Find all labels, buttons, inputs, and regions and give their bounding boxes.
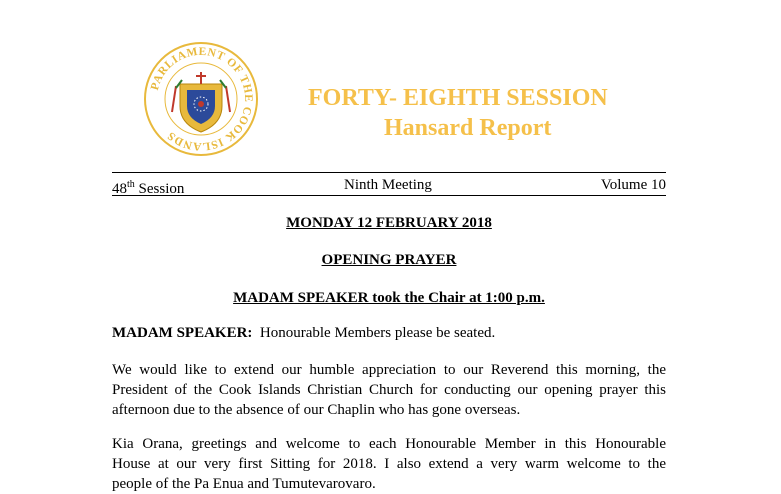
date-heading: MONDAY 12 FEBRUARY 2018: [286, 215, 492, 231]
paragraph-line: people of the Pa Enua and Tumutevarovaro.: [112, 476, 376, 492]
paragraph-line: President of the Cook Islands Christian Church for conducting our opening prayer this: [112, 382, 666, 398]
parliament-seal-logo: [142, 40, 260, 158]
paragraph-line: We would like to extend our humble appreciation to our Reverend this morning, the: [112, 362, 666, 378]
speaker-paragraph: [112, 323, 666, 343]
paragraph-1: [112, 360, 666, 420]
meta-row: [112, 175, 666, 195]
svg-text:PARLIAMENT OF THE COOK ISLANDS: PARLIAMENT OF THE COOK ISLANDS: [148, 45, 255, 153]
paragraph-line: House at our very first Sitting for 2018. I also extend a very warm welcome to the: [112, 456, 666, 472]
prayer-heading: OPENING PRAYER: [321, 252, 457, 268]
paragraph-line: afternoon due to the absence of our Chaplin who has gone overseas.: [112, 402, 521, 418]
session-label: 48th Session: [112, 179, 185, 197]
chair-heading: MADAM SPEAKER took the Chair at 1:00 p.m.: [233, 290, 545, 306]
meeting-label: Ninth Meeting: [344, 177, 432, 193]
report-subtitle: Hansard Report: [384, 115, 552, 141]
volume-label: Volume 10: [600, 177, 666, 193]
speaker-text: Honourable Members please be seated.: [259, 325, 496, 341]
bottom-divider: [112, 195, 666, 196]
top-divider: [112, 172, 666, 173]
paragraph-line: Kia Orana, greetings and welcome to each Honourable Member in this Honourable: [112, 436, 666, 452]
paragraph-2: [112, 434, 666, 494]
speaker-name: MADAM SPEAKER:: [112, 325, 253, 341]
session-title: FORTY- EIGHTH SESSION: [308, 85, 608, 111]
